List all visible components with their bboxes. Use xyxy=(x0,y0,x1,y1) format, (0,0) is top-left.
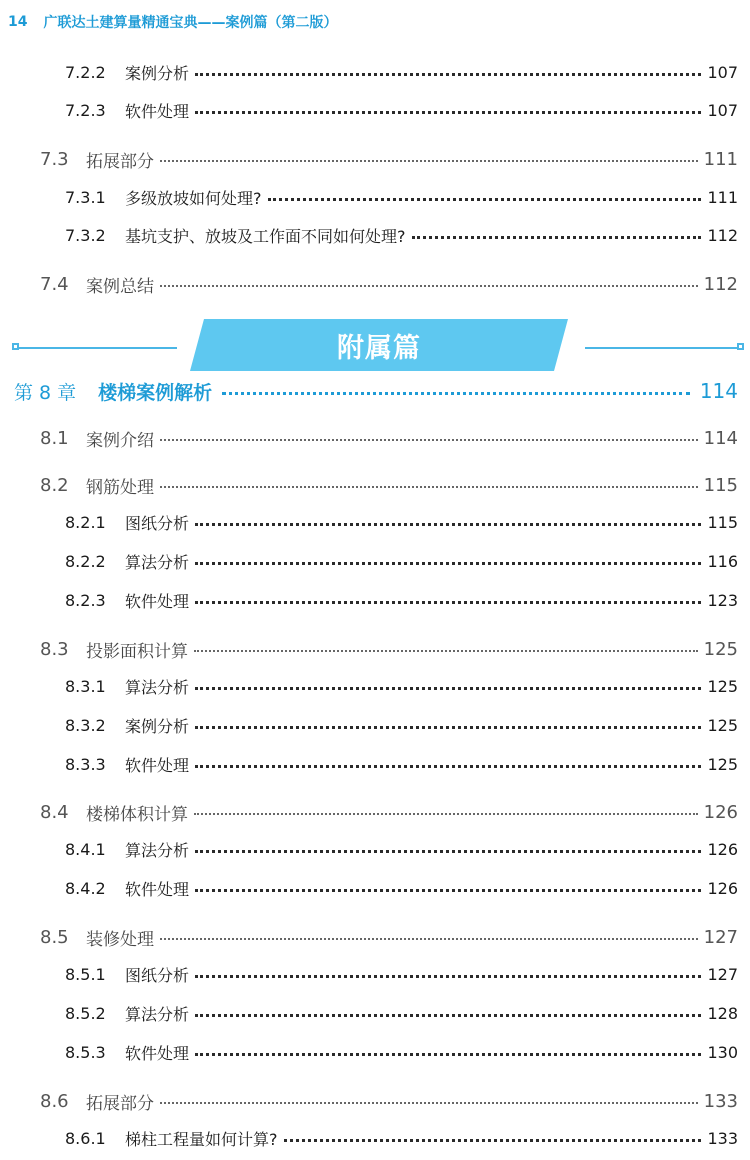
toc-number: 8.4 xyxy=(40,801,69,823)
toc-page: 115 xyxy=(707,512,738,532)
toc-title: 拓展部分 xyxy=(86,1093,154,1114)
toc-page: 112 xyxy=(707,225,738,245)
toc-title: 软件处理 xyxy=(125,755,190,775)
toc-entry-7-2-3[interactable] xyxy=(65,95,738,125)
leader-dots xyxy=(195,1014,701,1017)
toc-title: 案例分析 xyxy=(125,63,190,83)
leader-dots xyxy=(195,601,701,604)
toc-chapter-8[interactable] xyxy=(14,376,738,406)
leader-dots xyxy=(195,889,701,892)
toc-page: 125 xyxy=(707,715,738,735)
toc-title: 梯柱工程量如何计算? xyxy=(125,1129,278,1149)
toc-page: 125 xyxy=(707,676,738,696)
toc-entry-8-1[interactable] xyxy=(40,423,738,453)
toc-number: 7.3.1 xyxy=(65,187,106,207)
banner-left-cap xyxy=(12,343,19,350)
toc-number: 8.3.3 xyxy=(65,754,106,774)
toc-number: 8.2 xyxy=(40,474,69,496)
toc-title: 装修处理 xyxy=(86,929,154,950)
toc-number: 8.2.3 xyxy=(65,590,106,610)
leader-dots xyxy=(160,160,698,162)
toc-number: 8.1 xyxy=(40,427,69,449)
banner-right-line xyxy=(585,347,737,349)
toc-title: 拓展部分 xyxy=(86,151,154,172)
toc-title: 图纸分析 xyxy=(125,513,190,533)
leader-dots xyxy=(195,73,701,76)
leader-dots xyxy=(160,439,698,441)
toc-number: 8.5.3 xyxy=(65,1042,106,1062)
toc-entry-7-2-2[interactable] xyxy=(65,57,738,87)
toc-page: 125 xyxy=(707,754,738,774)
toc-entry-8-3-2[interactable] xyxy=(65,710,738,740)
toc-entry-8-3-3[interactable] xyxy=(65,749,738,779)
toc-page: 126 xyxy=(707,839,738,859)
toc-page: 107 xyxy=(707,100,738,120)
toc-title: 案例介绍 xyxy=(86,430,154,451)
leader-dots xyxy=(195,111,701,114)
toc-entry-7-3-2[interactable] xyxy=(65,220,738,250)
chapter-number: 第 8 章 xyxy=(14,381,77,404)
toc-page: 128 xyxy=(707,1003,738,1023)
toc-entry-8-5-3[interactable] xyxy=(65,1037,738,1067)
leader-dots xyxy=(194,813,698,815)
banner-left-line xyxy=(19,347,177,349)
leader-dots xyxy=(412,236,702,239)
toc-entry-8-2[interactable] xyxy=(40,470,738,500)
toc-number: 7.3.2 xyxy=(65,225,106,245)
chapter-page: 114 xyxy=(699,379,738,403)
leader-dots xyxy=(195,1053,701,1056)
toc-page: 111 xyxy=(703,148,738,170)
toc-page: 123 xyxy=(707,590,738,610)
toc-entry-8-5[interactable] xyxy=(40,922,738,952)
toc-title: 投影面积计算 xyxy=(86,641,188,662)
toc-page: 133 xyxy=(707,1128,738,1148)
toc-number: 8.3 xyxy=(40,638,69,660)
toc-title: 软件处理 xyxy=(125,591,190,611)
leader-dots xyxy=(195,726,701,729)
leader-dots xyxy=(195,765,701,768)
toc-title: 软件处理 xyxy=(125,101,190,121)
toc-entry-7-4[interactable] xyxy=(40,269,738,299)
toc-title: 案例分析 xyxy=(125,716,190,736)
toc-number: 8.4.1 xyxy=(65,839,106,859)
toc-entry-8-5-2[interactable] xyxy=(65,998,738,1028)
leader-dots xyxy=(160,938,698,940)
toc-title: 算法分析 xyxy=(125,552,190,572)
toc-number: 7.4 xyxy=(40,273,69,295)
toc-title: 软件处理 xyxy=(125,879,190,899)
toc-number: 8.2.2 xyxy=(65,551,106,571)
leader-dots xyxy=(194,650,698,652)
toc-number: 8.5.1 xyxy=(65,964,106,984)
toc-page: 112 xyxy=(703,273,738,295)
toc-title: 楼梯体积计算 xyxy=(86,804,188,825)
toc-title: 算法分析 xyxy=(125,840,190,860)
toc-page: 127 xyxy=(703,926,738,948)
leader-dots xyxy=(284,1139,702,1142)
chapter-title: 楼梯案例解析 xyxy=(98,381,213,404)
toc-entry-8-2-1[interactable] xyxy=(65,507,738,537)
toc-number: 8.6.1 xyxy=(65,1128,106,1148)
toc-page: 127 xyxy=(707,964,738,984)
toc-title: 多级放坡如何处理? xyxy=(125,188,262,208)
toc-page: 111 xyxy=(707,187,738,207)
toc-entry-8-4[interactable] xyxy=(40,797,738,827)
leader-dots xyxy=(195,850,701,853)
toc-page: 133 xyxy=(703,1090,738,1112)
toc-page: 125 xyxy=(703,638,738,660)
toc-entry-8-6[interactable] xyxy=(40,1086,738,1116)
leader-dots xyxy=(160,1102,698,1104)
toc-page: 116 xyxy=(707,551,738,571)
toc-number: 7.2.2 xyxy=(65,62,106,82)
toc-entry-7-3[interactable] xyxy=(40,144,738,174)
toc-number: 8.3.2 xyxy=(65,715,106,735)
leader-dots xyxy=(195,523,701,526)
page-number: 14 xyxy=(8,14,28,30)
toc-number: 8.6 xyxy=(40,1090,69,1112)
toc-page: 126 xyxy=(703,801,738,823)
leader-dots xyxy=(222,392,690,395)
toc-number: 8.4.2 xyxy=(65,878,106,898)
book-title: 广联达土建算量精通宝典——案例篇（第二版） xyxy=(43,15,338,31)
banner-title: 附属篇 xyxy=(337,332,421,364)
toc-title: 算法分析 xyxy=(125,1004,190,1024)
toc-page: 115 xyxy=(703,474,738,496)
leader-dots xyxy=(195,687,701,690)
toc-number: 8.5.2 xyxy=(65,1003,106,1023)
toc-title: 基坑支护、放坡及工作面不同如何处理? xyxy=(125,226,406,246)
toc-number: 8.5 xyxy=(40,926,69,948)
leader-dots xyxy=(195,562,701,565)
toc-number: 7.2.3 xyxy=(65,100,106,120)
leader-dots xyxy=(160,285,698,287)
banner-right-cap xyxy=(737,343,744,350)
toc-entry-8-6-1[interactable] xyxy=(65,1123,738,1153)
toc-title: 软件处理 xyxy=(125,1043,190,1063)
toc-entry-8-2-3[interactable] xyxy=(65,585,738,615)
toc-page: 114 xyxy=(703,427,738,449)
toc-page: 130 xyxy=(707,1042,738,1062)
leader-dots xyxy=(268,198,702,201)
toc-number: 8.3.1 xyxy=(65,676,106,696)
toc-title: 算法分析 xyxy=(125,677,190,697)
toc-title: 钢筋处理 xyxy=(86,477,154,498)
toc-entry-8-2-2[interactable] xyxy=(65,546,738,576)
leader-dots xyxy=(195,975,701,978)
toc-title: 图纸分析 xyxy=(125,965,190,985)
toc-entry-8-4-1[interactable] xyxy=(65,834,738,864)
leader-dots xyxy=(160,486,698,488)
toc-number: 8.2.1 xyxy=(65,512,106,532)
toc-entry-8-5-1[interactable] xyxy=(65,959,738,989)
toc-entry-7-3-1[interactable] xyxy=(65,182,738,212)
toc-entry-8-4-2[interactable] xyxy=(65,873,738,903)
toc-entry-8-3[interactable] xyxy=(40,634,738,664)
toc-page: 107 xyxy=(707,62,738,82)
toc-number: 7.3 xyxy=(40,148,69,170)
toc-title: 案例总结 xyxy=(86,276,154,297)
toc-page: 126 xyxy=(707,878,738,898)
running-header xyxy=(8,10,337,34)
toc-entry-8-3-1[interactable] xyxy=(65,671,738,701)
